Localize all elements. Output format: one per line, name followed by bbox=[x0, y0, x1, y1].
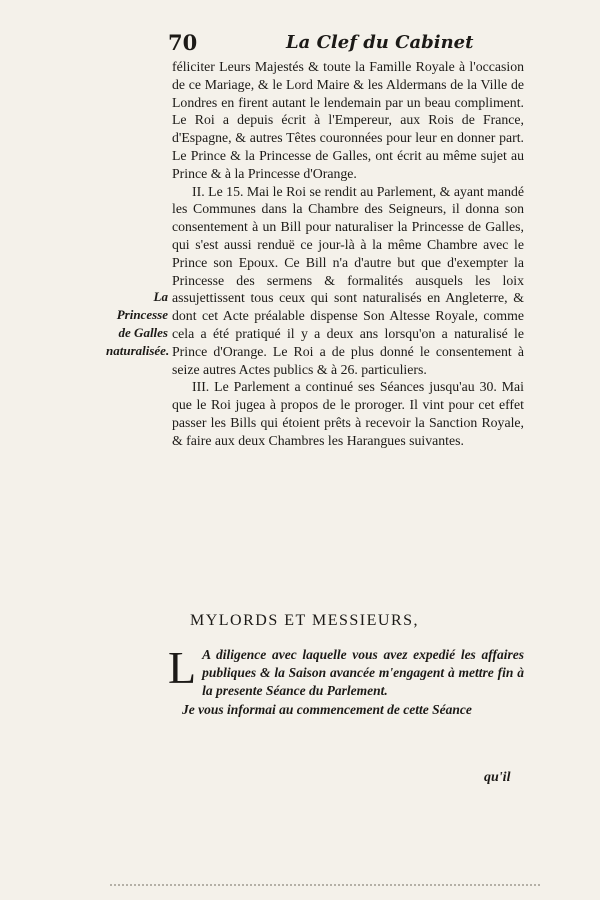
page-number: 70 bbox=[168, 30, 198, 55]
paragraph-continuation: féliciter Leurs Majestés & toute la Famille Royale à l'occasion de ce Mariage, & le Lord Maire & les Aldermans de la Ville de Londres en firent autant le lendemain par un beau compliment. Le Roi a depuis écrit à l'Empereur, aux Rois de France, d'Espagne, & autres Têtes couronnées pour leur en donner part. Le Prince & la Princesse de Galles, ont écrit au même sujet au Prince & à la Princesse d'Orange. bbox=[172, 59, 524, 181]
catchword: qu'il bbox=[484, 770, 511, 785]
speech-paragraph-1-text: A diligence avec laquelle vous avez expedié les affaires publiques & la Saison avancée m'engagent à mettre fin à la presente Séance du Parlement. bbox=[202, 647, 524, 698]
drop-cap: L bbox=[168, 642, 197, 693]
page-header bbox=[168, 30, 528, 56]
speech-paragraph-1 bbox=[168, 642, 524, 699]
speech-text bbox=[168, 642, 524, 719]
speech-address-title: MYLORDS ET MESSIEURS, bbox=[190, 612, 420, 629]
paragraph-ii: II. Le 15. Mai le Roi se rendit au Parlement, & ayant mandé les Communes dans la Chambre des Seigneurs, il donna son consentement à un Bill pour naturaliser la Princesse de Galles, qui s'est aussi renduë ce jour-là à la même Chambre avec le Prince son Epoux. Ce Bill n'a d'autre but que d'exempter la Princesse des sermens & formalités ausquels les loix assujettissent tous ceux qui sont naturalisés en Angleterre, & dont cet Acte préalable dispense Son Altesse Royale, comme cela a été pratiqué il y a deux ans lorsqu'on a naturalisé le Prince d'Orange. Le Roi a de plus donné le consentement à seize autres Actes publics & à 26. particuliers. bbox=[172, 183, 524, 377]
body-text bbox=[172, 58, 524, 450]
margin-note: La Princesse de Galles naturalisée. bbox=[106, 289, 170, 358]
page-edge-smudge bbox=[110, 884, 540, 892]
paragraph-iii: III. Le Parlement a continué ses Séances jusqu'au 30. Mai que le Roi jugea à propos de le proroger. Il vint pour cet effet passer les Bills qui étoient prêts à recevoir la Sanction Royale, & faire aux deux Chambres les Harangues suivantes. bbox=[172, 379, 524, 448]
running-head: La Clef du Cabinet bbox=[286, 32, 474, 53]
speech-paragraph-2: Je vous informai au commencement de cette Séance bbox=[182, 702, 472, 718]
